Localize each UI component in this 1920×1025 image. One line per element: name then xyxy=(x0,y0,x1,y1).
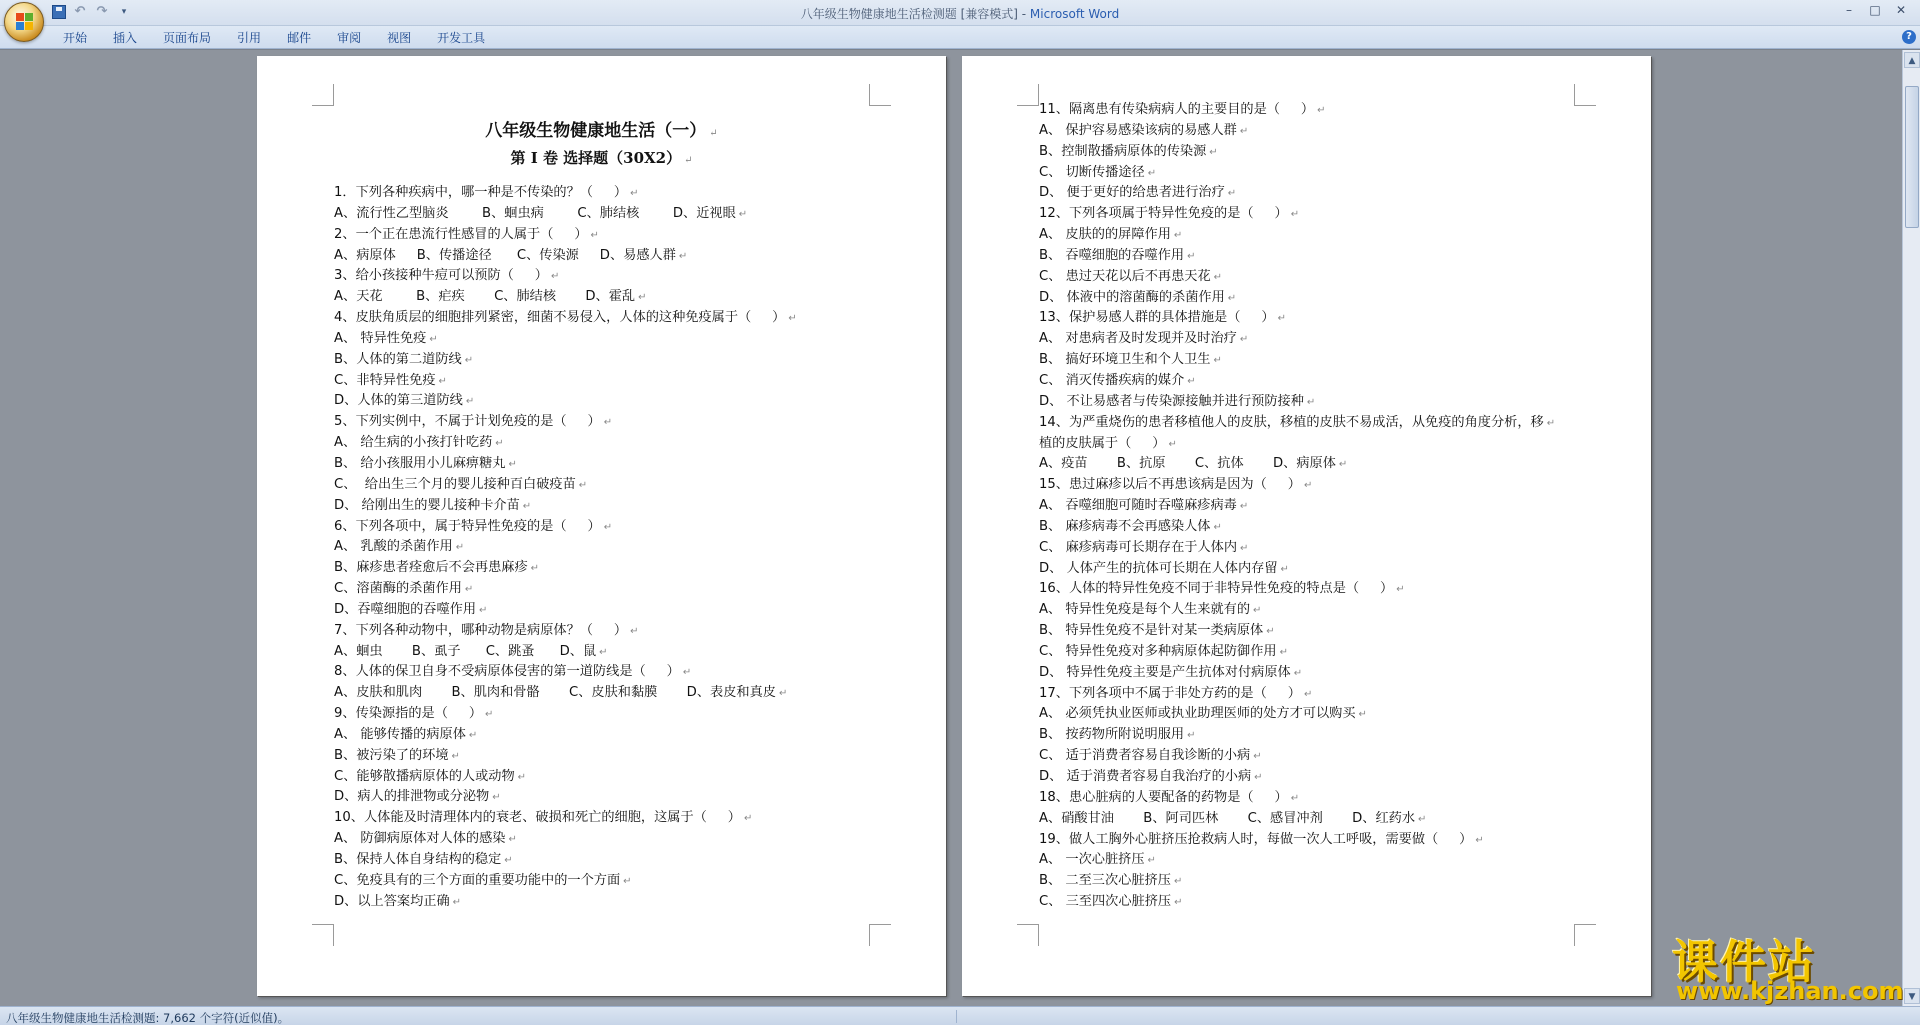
paragraph-mark-icon: ↵ xyxy=(455,542,465,554)
line-text: A、皮肤和肌肉 B、肌肉和骨骼 C、皮肤和黏膜 D、表皮和真皮 xyxy=(334,685,776,701)
line-text: C、 麻疹病毒可长期存在于人体内 xyxy=(1039,539,1238,555)
scroll-up-icon[interactable]: ▲ xyxy=(1904,52,1920,68)
watermark-text: 课件站 xyxy=(1672,935,1816,989)
paragraph-mark-icon: ↵ xyxy=(1396,584,1405,596)
paragraph-mark-icon: ↵ xyxy=(778,688,788,700)
line-text: A、疫苗 B、抗原 C、抗体 D、病原体 xyxy=(1039,456,1336,472)
paragraph-mark-icon: ↵ xyxy=(684,155,693,166)
paragraph-mark-icon: ↵ xyxy=(522,500,532,512)
document-line xyxy=(334,642,894,663)
paragraph-mark-icon: ↵ xyxy=(1213,521,1222,533)
line-text: A、 特异性免疫 xyxy=(334,330,427,346)
document-line xyxy=(334,683,894,704)
paragraph-mark-icon: ↵ xyxy=(1475,834,1484,846)
paragraph-mark-icon: ↵ xyxy=(1546,417,1556,429)
paragraph-mark-icon: ↵ xyxy=(1174,897,1183,909)
document-line xyxy=(1039,809,1599,830)
line-text: B、保持人体自身结构的稳定 xyxy=(334,852,502,867)
document-line xyxy=(1039,871,1599,892)
line-text: D、以上答案均正确 xyxy=(334,893,450,909)
paragraph-mark-icon: ↵ xyxy=(464,354,474,366)
paragraph-mark-icon: ↵ xyxy=(630,188,639,199)
document-line xyxy=(1039,538,1599,559)
document-line xyxy=(1039,517,1599,538)
paragraph-mark-icon: ↵ xyxy=(464,584,474,596)
document-line xyxy=(1039,413,1599,434)
paragraph-mark-icon: ↵ xyxy=(1290,792,1300,804)
paragraph-mark-icon: ↵ xyxy=(451,750,460,762)
help-icon[interactable]: ? xyxy=(1902,30,1916,44)
line-text: A、病原体 B、传播途径 C、传染源 D、易感人群 xyxy=(334,247,676,263)
document-line xyxy=(334,662,894,683)
paragraph-mark-icon: ↵ xyxy=(1147,167,1157,179)
paragraph-mark-icon: ↵ xyxy=(1213,355,1222,367)
document-line xyxy=(334,892,894,913)
line-text: 2、一个正在患流行性感冒的人属于（ ） xyxy=(334,226,588,242)
line-text: A、 对患病者及时发现并及时治疗 xyxy=(1039,331,1237,347)
line-text: B、 特异性免疫不是针对某一类病原体 xyxy=(1039,623,1264,639)
paragraph-mark-icon: ↵ xyxy=(468,729,478,741)
line-text: 1．下列各种疾病中，哪一种是不传染的？（ ） xyxy=(334,185,628,200)
title-bar xyxy=(0,0,1920,26)
line-text: A、 必须凭执业医师或执业助理医师的处方才可以购买 xyxy=(1039,706,1356,722)
document-line xyxy=(334,787,894,808)
paragraph-mark-icon: ↵ xyxy=(1280,563,1289,575)
line-text: 15、患过麻疹以后不再患该病是因为（ ） xyxy=(1039,477,1301,493)
paragraph-mark-icon: ↵ xyxy=(479,604,488,616)
line-text: B、 吞噬细胞的吞噬作用 xyxy=(1039,247,1185,263)
paragraph-mark-icon: ↵ xyxy=(1253,751,1262,763)
paragraph-mark-icon: ↵ xyxy=(682,667,692,679)
quick-access-toolbar xyxy=(52,4,132,20)
line-text: 19、做人工胸外心脏挤压抢救病人时，每做一次人工呼吸，需要做（ ） xyxy=(1039,831,1473,847)
line-text: C、 消灭传播疾病的媒介 xyxy=(1039,372,1185,388)
crop-mark xyxy=(869,84,891,106)
document-line xyxy=(1039,392,1599,413)
paragraph-mark-icon: ↵ xyxy=(1239,501,1249,513)
line-text: A、天花 B、疟疾 C、肺结核 D、霍乱 xyxy=(334,289,636,305)
paragraph-mark-icon: ↵ xyxy=(1253,605,1262,617)
document-line xyxy=(1039,559,1599,580)
document-line xyxy=(334,850,894,871)
document-subtitle-text: 第 I 卷 选择题（30X2） xyxy=(510,149,682,167)
paragraph-mark-icon: ↵ xyxy=(1266,626,1275,638)
word-count-status[interactable]: 八年级生物健康地生活检测题: 7,662 个字符(近似值)。 xyxy=(6,1011,290,1025)
document-line xyxy=(334,829,894,850)
document-line xyxy=(1039,454,1599,475)
paragraph-mark-icon: ↵ xyxy=(1187,730,1196,742)
line-text: B、控制散播病原体的传染源 xyxy=(1039,143,1207,159)
document-line xyxy=(1039,496,1599,517)
document-line xyxy=(334,475,894,496)
paragraph-mark-icon: ↵ xyxy=(452,896,462,908)
tab-view[interactable]: 视图 xyxy=(387,31,412,45)
undo-icon[interactable]: ↶ xyxy=(74,4,86,19)
paragraph-mark-icon: ↵ xyxy=(530,563,540,575)
document-line xyxy=(1039,892,1599,913)
document-line xyxy=(1039,163,1599,184)
customize-toolbar-dropdown-icon[interactable]: ▾ xyxy=(121,7,127,17)
question-list-left xyxy=(334,183,894,913)
line-text: D、 适于消费者容易自我治疗的小病 xyxy=(1039,769,1252,784)
document-line xyxy=(1039,183,1599,204)
paragraph-mark-icon: ↵ xyxy=(744,813,753,825)
line-text: A、蛔虫 B、虱子 C、跳蚤 D、鼠 xyxy=(334,643,597,659)
line-text: C、 适于消费者容易自我诊断的小病 xyxy=(1039,748,1251,764)
line-text: D、人体的第三道防线 xyxy=(334,393,463,409)
office-button[interactable] xyxy=(4,2,44,42)
office-logo-icon xyxy=(16,13,34,31)
line-text: B、 按药物所附说明服用 xyxy=(1039,727,1185,743)
paragraph-mark-icon: ↵ xyxy=(1173,230,1183,242)
line-text: 13、保护易感人群的具体措施是（ ） xyxy=(1039,310,1275,326)
crop-mark xyxy=(312,84,334,106)
line-text: A、 吞噬细胞可随时吞噬麻疹病毒 xyxy=(1039,498,1237,514)
tab-page-layout[interactable]: 页面布局 xyxy=(163,31,212,45)
paragraph-mark-icon: ↵ xyxy=(504,855,513,866)
paragraph-mark-icon: ↵ xyxy=(1173,876,1183,888)
line-text: 16、人体的特异性免疫不同于非特异性免疫的特点是（ ） xyxy=(1039,581,1394,597)
document-line xyxy=(1039,642,1599,663)
document-line xyxy=(1039,475,1599,496)
document-line xyxy=(1039,434,1599,455)
line-text: A、 能够传播的病原体 xyxy=(334,726,466,742)
paragraph-mark-icon: ↵ xyxy=(1187,250,1196,262)
line-text: A、硝酸甘油 B、阿司匹林 C、感冒冲剂 D、红药水 xyxy=(1039,810,1416,826)
line-text: C、溶菌酶的杀菌作用 xyxy=(334,581,462,597)
line-text: 植的皮肤属于（ ） xyxy=(1039,435,1166,451)
tab-references[interactable]: 引用 xyxy=(237,31,262,45)
tab-home[interactable]: 开始 xyxy=(63,31,88,45)
document-line xyxy=(334,454,894,475)
ribbon-tab-bar xyxy=(0,26,1920,49)
document-line xyxy=(334,287,894,308)
document-line xyxy=(334,246,894,267)
line-text: B、被污染了的环境 xyxy=(334,747,449,763)
line-text: 9、传染源指的是（ ） xyxy=(334,706,483,722)
paragraph-mark-icon: ↵ xyxy=(678,250,688,262)
paragraph-mark-icon: ↵ xyxy=(578,479,588,491)
line-text: B、 给小孩服用小儿麻痹糖丸 xyxy=(334,455,506,471)
line-text: A、 皮肤的的屏障作用 xyxy=(1039,227,1171,243)
line-text: A、 给生病的小孩打针吃药 xyxy=(334,435,493,451)
line-text: 4、皮肤角质层的细胞排列紧密，细菌不易侵入，人体的这种免疫属于（ ） xyxy=(334,310,786,326)
paragraph-mark-icon: ↵ xyxy=(603,521,613,533)
line-text: 6、下列各项中，属于特异性免疫的是（ ） xyxy=(334,518,601,534)
document-line xyxy=(334,600,894,621)
paragraph-mark-icon: ↵ xyxy=(485,709,494,721)
line-text: B、 二至三次心脏挤压 xyxy=(1039,873,1171,889)
document-line xyxy=(334,329,894,350)
line-text: D、 给刚出生的婴儿接种卡介苗 xyxy=(334,497,520,513)
line-text: 3、给小孩接种牛痘可以预防（ ） xyxy=(334,268,548,284)
paragraph-mark-icon: ↵ xyxy=(1254,772,1263,783)
line-text: C、 特异性免疫对多种病原体起防御作用 xyxy=(1039,643,1277,659)
line-text: 17、下列各项中不属于非处方药的是（ ） xyxy=(1039,685,1301,701)
paragraph-mark-icon: ↵ xyxy=(517,771,527,783)
line-text: B、 搞好环境卫生和个人卫生 xyxy=(1039,352,1211,368)
paragraph-mark-icon: ↵ xyxy=(738,208,748,220)
paragraph-mark-icon: ↵ xyxy=(508,834,517,846)
document-line xyxy=(1039,204,1599,225)
paragraph-mark-icon: ↵ xyxy=(603,417,613,429)
paragraph-mark-icon: ↵ xyxy=(465,396,475,408)
document-line xyxy=(334,558,894,579)
paragraph-mark-icon: ↵ xyxy=(1418,813,1427,825)
document-line xyxy=(334,391,894,412)
status-divider xyxy=(956,1010,957,1023)
document-line xyxy=(1039,746,1599,767)
document-line xyxy=(334,579,894,600)
crop-mark xyxy=(1017,924,1039,946)
paragraph-mark-icon: ↵ xyxy=(709,128,718,139)
document-line xyxy=(334,704,894,725)
tab-mailings[interactable]: 邮件 xyxy=(287,31,312,45)
document-subtitle xyxy=(257,147,946,168)
line-text: A、 一次心脏挤压 xyxy=(1039,852,1145,868)
line-text: B、 麻疹病毒不会再感染人体 xyxy=(1039,518,1211,534)
document-line xyxy=(1039,788,1599,809)
document-line xyxy=(334,621,894,642)
line-text: C、能够散播病原体的人或动物 xyxy=(334,768,515,784)
document-title xyxy=(257,116,946,141)
status-bar xyxy=(0,1006,1920,1025)
minimize-button[interactable]: – xyxy=(1846,3,1852,17)
line-text: B、人体的第二道防线 xyxy=(334,351,462,367)
tab-insert[interactable]: 插入 xyxy=(113,31,138,45)
line-text: 5、下列实例中，不属于计划免疫的是（ ） xyxy=(334,414,601,430)
line-text: B、麻疹患者痊愈后不会再患麻疹 xyxy=(334,560,528,576)
document-workspace xyxy=(0,50,1902,1006)
document-line xyxy=(334,871,894,892)
line-text: C、 给出生三个月的婴儿接种百白破疫苗 xyxy=(334,476,576,492)
document-line xyxy=(334,371,894,392)
document-line xyxy=(1039,246,1599,267)
paragraph-mark-icon: ↵ xyxy=(788,313,797,325)
paragraph-mark-icon: ↵ xyxy=(550,271,560,283)
line-text: C、免疫具有的三个方面的重要功能中的一个方面 xyxy=(334,872,621,888)
paragraph-mark-icon: ↵ xyxy=(1303,480,1313,492)
line-text: A、 特异性免疫是每个人生来就有的 xyxy=(1039,602,1251,618)
document-line xyxy=(1039,621,1599,642)
line-text: C、 患过天花以后不再患天花 xyxy=(1039,268,1211,284)
document-line xyxy=(1039,850,1599,871)
document-line xyxy=(1039,830,1599,851)
maximize-button[interactable]: □ xyxy=(1869,3,1881,17)
document-page-right[interactable] xyxy=(962,56,1651,996)
document-line xyxy=(1039,600,1599,621)
question-list-right xyxy=(1039,100,1599,913)
document-line xyxy=(1039,121,1599,142)
line-text: 10、人体能及时清理体内的衰老、破损和死亡的细胞，这属于（ ） xyxy=(334,810,741,826)
tab-review[interactable]: 审阅 xyxy=(337,31,362,45)
document-line xyxy=(1039,142,1599,163)
document-line xyxy=(1039,725,1599,746)
paragraph-mark-icon: ↵ xyxy=(1187,375,1196,387)
window-title-document: 八年级生物健康地生活检测题 [兼容模式] - xyxy=(800,7,1030,21)
line-text: C、非特异性免疫 xyxy=(334,372,436,388)
document-line xyxy=(334,767,894,788)
line-text: D、 特异性免疫主要是产生抗体对付病原体 xyxy=(1039,664,1291,680)
document-line xyxy=(334,266,894,287)
vertical-scrollbar[interactable] xyxy=(1902,50,1920,1006)
paragraph-mark-icon: ↵ xyxy=(1358,709,1367,721)
document-line xyxy=(1039,225,1599,246)
line-text: D、病人的排泄物或分泌物 xyxy=(334,789,490,805)
paragraph-mark-icon: ↵ xyxy=(1338,459,1348,471)
window-title xyxy=(0,5,1920,22)
line-text: D、 不让易感者与传染源接触并进行预防接种 xyxy=(1039,393,1304,409)
paragraph-mark-icon: ↵ xyxy=(1290,209,1300,221)
document-line xyxy=(1039,329,1599,350)
line-text: 7、下列各种动物中，哪种动物是病原体？（ ） xyxy=(334,622,628,638)
line-text: 14、为严重烧伤的患者移植他人的皮肤，移植的皮肤不易成活，从免疫的角度分析，移 xyxy=(1039,414,1544,430)
line-text: A、流行性乙型脑炎 B、蛔虫病 C、肺结核 D、近视眼 xyxy=(334,205,736,221)
document-line xyxy=(1039,288,1599,309)
document-line xyxy=(334,204,894,225)
paragraph-mark-icon: ↵ xyxy=(1227,292,1237,304)
paragraph-mark-icon: ↵ xyxy=(429,333,438,345)
paragraph-mark-icon: ↵ xyxy=(1239,334,1249,346)
paragraph-mark-icon: ↵ xyxy=(1168,438,1177,450)
line-text: 12、下列各项属于特异性免疫的是（ ） xyxy=(1039,206,1288,222)
line-text: D、吞噬细胞的吞噬作用 xyxy=(334,601,477,617)
scroll-down-icon[interactable]: ▼ xyxy=(1904,988,1920,1004)
document-line xyxy=(1039,704,1599,725)
document-line xyxy=(1039,100,1599,121)
document-line xyxy=(334,746,894,767)
document-line xyxy=(334,225,894,246)
paragraph-mark-icon: ↵ xyxy=(1213,271,1223,283)
crop-mark xyxy=(1574,924,1596,946)
document-line xyxy=(334,183,894,204)
document-line xyxy=(334,725,894,746)
paragraph-mark-icon: ↵ xyxy=(1227,188,1237,200)
paragraph-mark-icon: ↵ xyxy=(1279,646,1288,658)
document-line xyxy=(334,433,894,454)
document-line xyxy=(1039,767,1599,788)
window-title-app: Microsoft Word xyxy=(1029,7,1120,21)
document-line xyxy=(334,496,894,517)
tab-developer[interactable]: 开发工具 xyxy=(437,31,486,45)
paragraph-mark-icon: ↵ xyxy=(1239,125,1249,137)
line-text: 11、隔离患有传染病病人的主要目的是（ ） xyxy=(1039,102,1315,117)
window-controls xyxy=(1836,0,1914,20)
document-line xyxy=(1039,350,1599,371)
crop-mark xyxy=(869,924,891,946)
document-line xyxy=(334,537,894,558)
line-text: D、 便于更好的给患者进行治疗 xyxy=(1039,185,1225,201)
line-text: C、 切断传播途径 xyxy=(1039,164,1145,180)
document-line xyxy=(1039,308,1599,329)
scroll-thumb[interactable] xyxy=(1905,86,1919,228)
line-text: A、 防御病原体对人体的感染 xyxy=(334,831,506,847)
crop-mark xyxy=(312,924,334,946)
watermark-url: www.kjzhan.com xyxy=(1676,977,1904,1005)
redo-icon[interactable]: ↷ xyxy=(96,4,108,19)
document-title-text: 八年级生物健康地生活（一） xyxy=(485,121,707,141)
paragraph-mark-icon: ↵ xyxy=(590,229,599,241)
line-text: 18、患心脏病的人要配备的药物是（ ） xyxy=(1039,789,1288,805)
save-icon[interactable] xyxy=(52,5,66,19)
line-text: A、 保护容易感染该病的易感人群 xyxy=(1039,122,1237,138)
line-text: C、 三至四次心脏挤压 xyxy=(1039,894,1172,910)
crop-mark xyxy=(1017,84,1039,106)
paragraph-mark-icon: ↵ xyxy=(1317,105,1326,116)
paragraph-mark-icon: ↵ xyxy=(1277,313,1286,325)
paragraph-mark-icon: ↵ xyxy=(1306,396,1316,408)
line-text: D、 人体产生的抗体可长期在人体内存留 xyxy=(1039,560,1278,576)
paragraph-mark-icon: ↵ xyxy=(623,875,632,887)
paragraph-mark-icon: ↵ xyxy=(492,792,501,804)
paragraph-mark-icon: ↵ xyxy=(1147,855,1156,867)
document-line xyxy=(1039,371,1599,392)
document-page-left[interactable] xyxy=(257,56,946,996)
document-line xyxy=(1039,579,1599,600)
paragraph-mark-icon: ↵ xyxy=(638,292,647,304)
document-line xyxy=(1039,267,1599,288)
line-text: D、 体液中的溶菌酶的杀菌作用 xyxy=(1039,289,1225,305)
line-text: 8、人体的保卫自身不受病原体侵害的第一道防线是（ ） xyxy=(334,664,680,680)
paragraph-mark-icon: ↵ xyxy=(1303,688,1313,700)
paragraph-mark-icon: ↵ xyxy=(438,375,447,387)
close-button[interactable]: ✕ xyxy=(1895,3,1907,17)
paragraph-mark-icon: ↵ xyxy=(1240,542,1249,554)
line-text: A、 乳酸的杀菌作用 xyxy=(334,539,453,555)
paragraph-mark-icon: ↵ xyxy=(630,625,639,637)
document-line xyxy=(334,350,894,371)
document-line xyxy=(334,308,894,329)
document-line xyxy=(334,412,894,433)
paragraph-mark-icon: ↵ xyxy=(495,438,504,450)
paragraph-mark-icon: ↵ xyxy=(508,458,517,470)
paragraph-mark-icon: ↵ xyxy=(599,646,608,658)
document-line xyxy=(334,517,894,538)
document-line xyxy=(1039,663,1599,684)
document-line xyxy=(1039,684,1599,705)
paragraph-mark-icon: ↵ xyxy=(1209,146,1218,158)
document-line xyxy=(334,808,894,829)
paragraph-mark-icon: ↵ xyxy=(1293,667,1303,679)
